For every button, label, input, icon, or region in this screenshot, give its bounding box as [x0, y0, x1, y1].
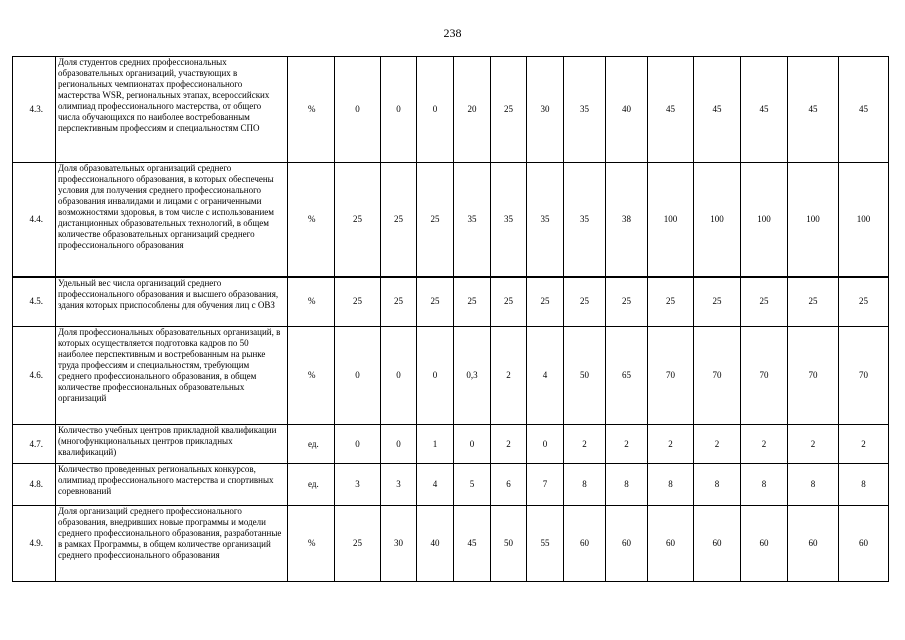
value-cell: 2	[564, 425, 606, 464]
value-cell: 70	[788, 327, 839, 425]
row-number: 4.7.	[13, 425, 56, 464]
value-cell: 60	[788, 506, 839, 582]
value-cell: 8	[788, 464, 839, 506]
indicator-description	[56, 327, 288, 425]
value-cell: 8	[606, 464, 648, 506]
value-cell: 45	[694, 57, 741, 163]
indicator-description-text: Количество учебных центров прикладной квалификации (многофункциональных центров прикладных квалификаций)	[58, 425, 277, 457]
value-cell: 70	[741, 327, 788, 425]
row-number: 4.9.	[13, 506, 56, 582]
value-cell: 35	[564, 57, 606, 163]
indicator-description	[56, 163, 288, 277]
value-cell: 6	[491, 464, 527, 506]
page-number: 238	[443, 26, 462, 40]
unit-cell: %	[288, 506, 335, 582]
table-row	[13, 327, 889, 425]
indicators-table	[12, 56, 889, 582]
value-cell: 45	[454, 506, 491, 582]
value-cell: 2	[839, 425, 889, 464]
value-cell: 60	[648, 506, 694, 582]
value-cell: 4	[527, 327, 564, 425]
value-cell: 25	[491, 57, 527, 163]
value-cell: 0	[417, 327, 454, 425]
value-cell: 25	[417, 277, 454, 327]
unit-cell: %	[288, 163, 335, 277]
value-cell: 5	[454, 464, 491, 506]
value-cell: 100	[839, 163, 889, 277]
value-cell: 3	[381, 464, 417, 506]
value-cell: 3	[335, 464, 381, 506]
indicator-description	[56, 506, 288, 582]
value-cell: 4	[417, 464, 454, 506]
value-cell: 45	[788, 57, 839, 163]
row-number: 4.6.	[13, 327, 56, 425]
value-cell: 1	[417, 425, 454, 464]
value-cell: 2	[491, 327, 527, 425]
indicator-description-text: Доля организаций среднего профессионального образования, внедривших новые программы и модели среднего профессионального образования, разработанные в рамках Программы, в общем количестве организаций среднего профессионального образования	[58, 506, 282, 560]
indicator-description	[56, 425, 288, 464]
value-cell: 45	[741, 57, 788, 163]
unit-cell: %	[288, 327, 335, 425]
value-cell: 100	[694, 163, 741, 277]
value-cell: 60	[741, 506, 788, 582]
row-number: 4.4.	[13, 163, 56, 277]
value-cell: 35	[564, 163, 606, 277]
value-cell: 65	[606, 327, 648, 425]
value-cell: 0	[417, 57, 454, 163]
value-cell: 60	[694, 506, 741, 582]
value-cell: 70	[839, 327, 889, 425]
indicator-description-text: Доля профессиональных образовательных организаций, в которых осуществляется подготовка кадров по 50 наиболее перспективным и востребованным на рынке труда профессиям и специальностям, требующим среднего профессионального образования, в общем количестве профессиональных образовательных организаций	[58, 327, 281, 403]
value-cell: 0	[381, 57, 417, 163]
value-cell: 8	[839, 464, 889, 506]
value-cell: 25	[335, 163, 381, 277]
value-cell: 60	[606, 506, 648, 582]
value-cell: 20	[454, 57, 491, 163]
value-cell: 38	[606, 163, 648, 277]
table-row	[13, 277, 889, 327]
value-cell: 25	[741, 277, 788, 327]
row-number: 4.8.	[13, 464, 56, 506]
value-cell: 70	[648, 327, 694, 425]
unit-cell: ед.	[288, 425, 335, 464]
value-cell: 8	[564, 464, 606, 506]
row-number: 4.5.	[13, 277, 56, 327]
value-cell: 40	[417, 506, 454, 582]
value-cell: 0,3	[454, 327, 491, 425]
value-cell: 70	[694, 327, 741, 425]
value-cell: 30	[381, 506, 417, 582]
value-cell: 60	[839, 506, 889, 582]
value-cell: 25	[606, 277, 648, 327]
value-cell: 25	[381, 277, 417, 327]
value-cell: 45	[839, 57, 889, 163]
value-cell: 35	[527, 163, 564, 277]
value-cell: 40	[606, 57, 648, 163]
value-cell: 60	[564, 506, 606, 582]
value-cell: 2	[694, 425, 741, 464]
row-number: 4.3.	[13, 57, 56, 163]
value-cell: 25	[648, 277, 694, 327]
unit-cell: ед.	[288, 464, 335, 506]
value-cell: 50	[491, 506, 527, 582]
value-cell: 0	[381, 327, 417, 425]
value-cell: 2	[648, 425, 694, 464]
value-cell: 25	[335, 506, 381, 582]
indicator-description	[56, 464, 288, 506]
value-cell: 30	[527, 57, 564, 163]
value-cell: 100	[648, 163, 694, 277]
value-cell: 25	[454, 277, 491, 327]
value-cell: 0	[335, 327, 381, 425]
unit-cell: %	[288, 277, 335, 327]
indicator-description-text: Доля образовательных организаций среднего профессионального образования, в которых обеспечены условия для получения среднего профессионального образования инвалидами и лицами с ограниченными возможностями здоровья, в том числе с использованием дистанционных образовательных технологий, в общем количестве образовательных организаций среднего профессионального образования	[58, 163, 274, 250]
value-cell: 25	[417, 163, 454, 277]
value-cell: 25	[491, 277, 527, 327]
value-cell: 8	[694, 464, 741, 506]
value-cell: 55	[527, 506, 564, 582]
indicator-description-text: Количество проведенных региональных конкурсов, олимпиад профессионального мастерства и спортивных соревнований	[58, 464, 274, 496]
value-cell: 7	[527, 464, 564, 506]
indicator-description	[56, 57, 288, 163]
value-cell: 2	[606, 425, 648, 464]
value-cell: 25	[788, 277, 839, 327]
value-cell: 100	[788, 163, 839, 277]
unit-cell: %	[288, 57, 335, 163]
value-cell: 0	[527, 425, 564, 464]
indicator-description-text: Доля студентов средних профессиональных образовательных организаций, участвующих в региональных чемпионатах профессионального мастерства WSR, региональных этапах, всероссийских олимпиад профессионального мастерства, от общего числа обучающихся по наиболее востребованным перспективным профессиям и специальностям СПО	[58, 57, 270, 133]
value-cell: 25	[839, 277, 889, 327]
table-row	[13, 425, 889, 464]
value-cell: 35	[454, 163, 491, 277]
value-cell: 50	[564, 327, 606, 425]
table-row	[13, 57, 889, 163]
value-cell: 0	[381, 425, 417, 464]
value-cell: 8	[648, 464, 694, 506]
value-cell: 0	[454, 425, 491, 464]
value-cell: 35	[491, 163, 527, 277]
value-cell: 45	[648, 57, 694, 163]
value-cell: 25	[335, 277, 381, 327]
value-cell: 100	[741, 163, 788, 277]
value-cell: 2	[491, 425, 527, 464]
value-cell: 0	[335, 425, 381, 464]
value-cell: 25	[564, 277, 606, 327]
value-cell: 25	[694, 277, 741, 327]
table-row	[13, 464, 889, 506]
value-cell: 25	[527, 277, 564, 327]
indicator-description	[56, 277, 288, 327]
value-cell: 2	[788, 425, 839, 464]
value-cell: 8	[741, 464, 788, 506]
value-cell: 2	[741, 425, 788, 464]
indicator-description-text: Удельный вес числа организаций среднего профессионального образования и высшего образования, здания которых приспособлены для обучения лиц с ОВЗ	[58, 277, 279, 310]
table-row	[13, 506, 889, 582]
value-cell: 0	[335, 57, 381, 163]
table-row	[13, 163, 889, 277]
value-cell: 25	[381, 163, 417, 277]
